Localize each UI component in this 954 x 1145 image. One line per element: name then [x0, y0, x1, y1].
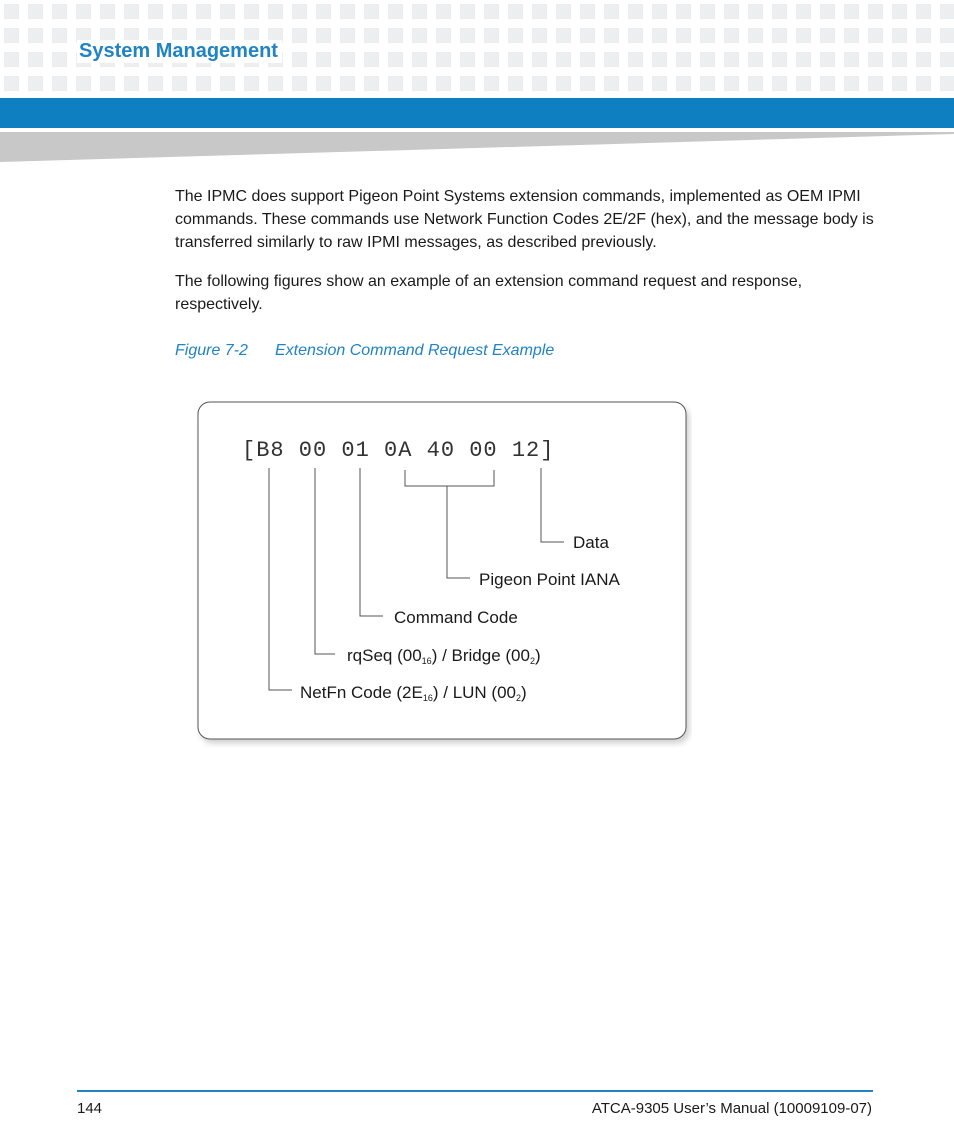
label-command-code: Command Code	[394, 608, 518, 627]
byte-sequence: [B8 00 01 0A 40 00 12]	[242, 438, 555, 463]
label-data: Data	[573, 533, 609, 552]
diagram-canvas	[196, 400, 692, 748]
figure-number: Figure 7-2	[175, 342, 248, 359]
label-netfn-lun: NetFn Code (2E16) / LUN (002)	[300, 683, 527, 703]
section-title: System Management	[77, 40, 282, 63]
figure-title: Extension Command Request Example	[275, 342, 555, 359]
body-paragraph-1: The IPMC does support Pigeon Point Systems extension commands, implemented as OEM IPMI commands. These commands use Network Function Codes 2E/2F (hex), and the message body is transferred similarly to raw IPMI messages, as described previously.	[175, 188, 874, 251]
footer-rule	[77, 1090, 873, 1092]
body-paragraph-2: The following figures show an example of an extension command request and response, respectively.	[175, 273, 803, 313]
figure-caption	[175, 342, 554, 360]
label-pigeon-point-iana: Pigeon Point IANA	[479, 570, 620, 589]
footer-page-number: 144	[77, 1100, 103, 1117]
header-grey-wedge	[0, 132, 954, 164]
footer-manual-title: ATCA-9305 User’s Manual (10009109-07)	[591, 1100, 872, 1117]
label-rqseq-bridge: rqSeq (0016) / Bridge (002)	[347, 646, 541, 666]
header-blue-band	[0, 98, 954, 128]
figure-diagram	[196, 400, 692, 748]
